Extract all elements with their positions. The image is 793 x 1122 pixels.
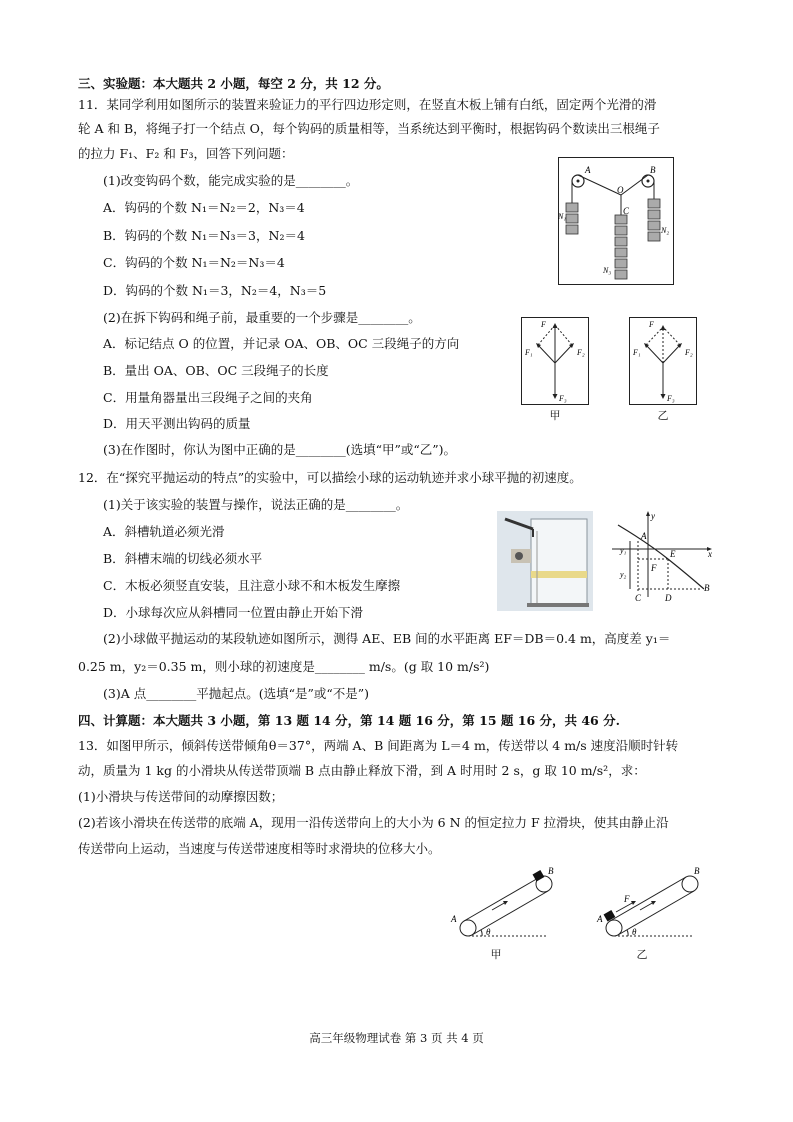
apparatus-label-n2: N₂ [661, 226, 670, 235]
conv-yi-label-f: F [624, 894, 630, 904]
q11-p1-option-d: D．钩码的个数 N₁＝3，N₂＝4，N₃＝5 [103, 283, 327, 298]
conv-jia-label-a: A [451, 914, 457, 924]
traj-label-y2: y₂ [620, 570, 627, 579]
q11-p2-option-b: B．量出 OA、OB、OC 三段绳子的长度 [103, 363, 329, 378]
q11-p2-option-a: A．标记结点 O 的位置，并记录 OA、OB、OC 三段绳子的方向 [103, 336, 460, 351]
apparatus-label-o: O [617, 185, 624, 195]
q12-p1-option-d: D．小球每次应从斜槽同一位置由静止开始下滑 [103, 605, 364, 620]
q11-stem-line3: 的拉力 F₁、F₂ 和 F₃，回答下列问题： [78, 146, 294, 161]
q12-p1-option-b: B．斜槽末端的切线必须水平 [103, 551, 263, 566]
traj-label-f: F [651, 563, 657, 573]
jia-label-f3: F₃ [559, 394, 567, 403]
section4-heading: 四、计算题：本大题共 3 小题，第 13 题 14 分，第 14 题 16 分，第 15 题 16 分，共 46 分. [78, 713, 620, 728]
traj-label-a: A [641, 531, 647, 541]
traj-label-e: E [670, 549, 676, 559]
q12-part2-line2: 0.25 m，y₂＝0.35 m，则小球的初速度是________ m/s。(g 取 10 m/s²) [78, 659, 490, 674]
q11-p2-option-c: C．用量角器量出三段绳子之间的夹角 [103, 390, 313, 405]
q11-p1-option-a: A．钩码的个数 N₁＝N₂＝2，N₃＝4 [103, 200, 305, 215]
q12-p1-option-c: C．木板必须竖直安装，且注意小球不和木板发生摩擦 [103, 578, 401, 593]
q11-caption-yi: 乙 [657, 409, 669, 422]
traj-label-b: B [704, 583, 710, 593]
q11-part3: (3)在作图时，你认为图中正确的是________(选填“甲”或“乙”)。 [103, 442, 457, 457]
q11-p1-option-b: B．钩码的个数 N₁＝N₃＝3，N₂＝4 [103, 228, 305, 243]
q13-caption-jia: 甲 [490, 948, 502, 961]
q13-caption-yi: 乙 [636, 948, 648, 961]
q12-part2-line1: (2)小球做平抛运动的某段轨迹如图所示，测得 AE、EB 间的水平距离 EF＝DB＝0.4 m，高度差 y₁＝ [103, 631, 671, 646]
jia-label-f: F [541, 320, 546, 329]
apparatus-label-n3: N₃ [603, 266, 612, 275]
q11-caption-jia: 甲 [549, 409, 561, 422]
q13-stem-line2: 动，质量为 1 kg 的小滑块从传送带顶端 B 点由静止释放下滑，到 A 时用时 2 s，g 取 10 m/s²，求： [78, 763, 646, 778]
traj-label-x-axis: x [708, 549, 712, 559]
conv-yi-label-theta: θ [632, 927, 637, 937]
apparatus-label-c: C [623, 206, 630, 216]
q11-force-diagram-yi [629, 317, 697, 405]
conv-jia-label-theta: θ [486, 927, 491, 937]
q12-stem: 12．在“探究平抛运动的特点”的实验中，可以描绘小球的运动轨迹并求小球平抛的初速度。 [78, 470, 582, 485]
q13-stem-line1: 13．如图甲所示，倾斜传送带倾角θ＝37°，两端 A、B 间距离为 L＝4 m，传送带以 4 m/s 速度沿顺时针转 [78, 738, 679, 753]
q13-part1: (1)小滑块与传送带间的动摩擦因数； [78, 789, 284, 804]
page-footer: 高三年级物理试卷 第 3 页 共 4 页 [309, 1031, 484, 1045]
traj-label-y1: y₁ [620, 546, 627, 555]
section3-heading: 三、实验题：本大题共 2 小题，每空 2 分，共 12 分。 [78, 76, 389, 91]
conv-yi-label-b: B [694, 866, 700, 876]
apparatus-label-a: A [585, 165, 591, 175]
yi-label-f3: F₃ [667, 394, 675, 403]
yi-label-f: F [649, 320, 654, 329]
yi-label-f1: F₁ [633, 348, 641, 357]
q11-p2-option-d: D．用天平测出钩码的质量 [103, 416, 251, 431]
q13-conveyor-jia [448, 864, 564, 944]
q12-apparatus-photo [497, 511, 593, 611]
q11-part1: (1)改变钩码个数，能完成实验的是________。 [103, 173, 359, 188]
q13-part2-line1: (2)若该小滑块在传送带的底端 A，现用一沿传送带向上的大小为 6 N 的恒定拉力 F 拉滑块，使其由静止沿 [78, 815, 669, 830]
q11-stem-line2: 轮 A 和 B，将绳子打一个结点 O，每个钩码的质量相等，当系统达到平衡时，根据钩码个数读出三根绳子 [78, 121, 660, 136]
traj-label-d: D [665, 593, 672, 603]
apparatus-label-n1: N₁ [558, 212, 567, 221]
q12-p1-option-a: A．斜槽轨道必须光滑 [103, 524, 225, 539]
q13-conveyor-yi [594, 864, 710, 944]
q11-p1-option-c: C．钩码的个数 N₁＝N₂＝N₃＝4 [103, 255, 285, 270]
q13-part2-line2: 传送带向上运动，当速度与传送带速度相等时求滑块的位移大小。 [78, 841, 441, 856]
q12-trajectory-figure [608, 509, 716, 605]
jia-label-f1: F₁ [525, 348, 533, 357]
q11-force-diagram-jia [521, 317, 589, 405]
q11-stem-line1: 11．某同学利用如图所示的装置来验证力的平行四边形定则，在竖直木板上铺有白纸，固定两个光滑的滑 [78, 97, 657, 112]
q11-apparatus-figure [558, 157, 674, 285]
q12-part3: (3)A 点________平抛起点。(选填“是”或“不是”) [103, 686, 370, 701]
jia-label-f2: F₂ [577, 348, 585, 357]
traj-label-c: C [635, 593, 642, 603]
apparatus-label-b: B [650, 165, 656, 175]
yi-label-f2: F₂ [685, 348, 693, 357]
conv-jia-label-b: B [548, 866, 554, 876]
q11-part2: (2)在拆下钩码和绳子前，最重要的一个步骤是________。 [103, 310, 421, 325]
q12-part1: (1)关于该实验的装置与操作，说法正确的是________。 [103, 497, 409, 512]
traj-label-y-axis: y [651, 511, 655, 521]
conv-yi-label-a: A [597, 914, 603, 924]
